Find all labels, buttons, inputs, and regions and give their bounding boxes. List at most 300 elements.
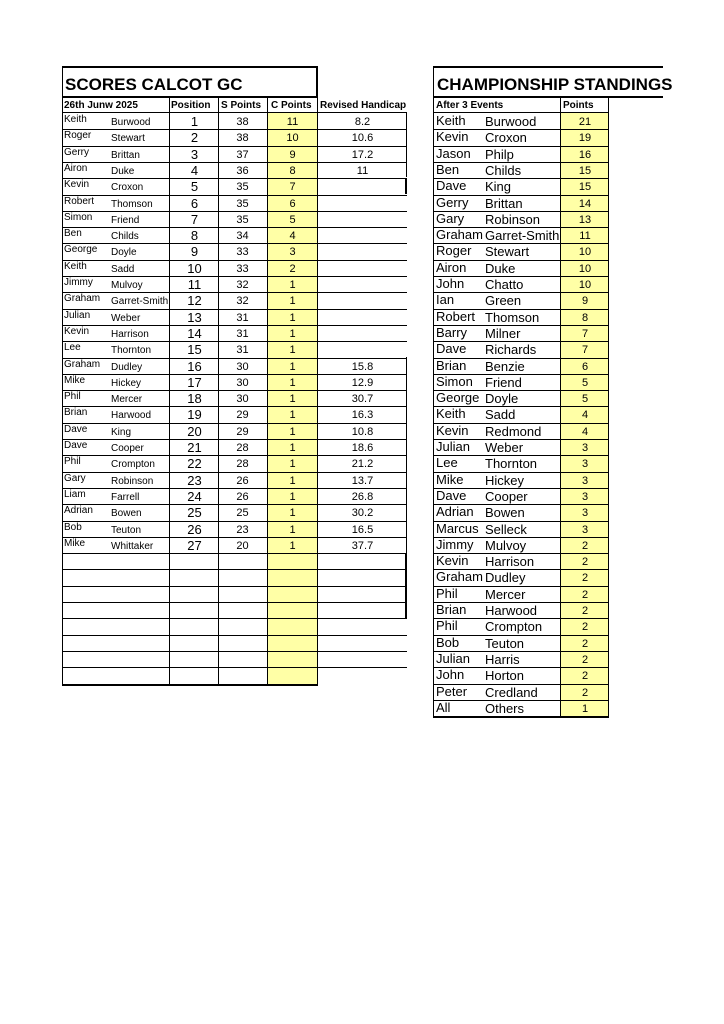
c-points-header: C Points — [271, 100, 312, 111]
position: 18 — [187, 391, 202, 407]
col-line-right-mid — [405, 178, 407, 194]
standing-row — [433, 358, 609, 374]
c-points: 9 — [289, 148, 296, 161]
standing-first-name: Phil — [436, 618, 458, 634]
standing-first-name: Peter — [436, 683, 468, 699]
position-header: Position — [171, 100, 211, 111]
s-points: 33 — [236, 262, 249, 275]
standing-points: 7 — [581, 327, 589, 340]
first-name: Kevin — [64, 179, 90, 191]
table-row — [62, 586, 407, 602]
last-name: Mulvoy — [111, 280, 143, 291]
standing-row — [433, 700, 609, 716]
c-points: 8 — [289, 164, 296, 177]
standing-points: 10 — [578, 246, 592, 259]
table-row — [62, 243, 407, 259]
standing-points: 2 — [581, 637, 589, 650]
standing-points: 16 — [578, 148, 592, 161]
standing-row — [433, 341, 609, 357]
standing-row — [433, 276, 609, 292]
standings-top-border — [433, 66, 663, 68]
revised-handicap: 10.8 — [351, 425, 374, 438]
standings-left-border — [433, 66, 434, 718]
standing-last-name: Philp — [485, 146, 514, 162]
standing-points: 6 — [581, 360, 589, 373]
standing-row — [433, 439, 609, 455]
first-name: Adrian — [64, 505, 93, 517]
s-points: 38 — [236, 132, 249, 145]
col-line-s-points — [218, 98, 219, 686]
position: 24 — [187, 488, 202, 504]
position: 25 — [187, 505, 202, 521]
s-points: 29 — [236, 409, 249, 422]
s-points: 31 — [236, 327, 249, 340]
position: 15 — [187, 342, 202, 358]
last-name: Thornton — [111, 345, 152, 357]
revised-handicap: 10.6 — [351, 132, 374, 145]
table-row — [62, 292, 407, 308]
standing-points: 3 — [581, 458, 589, 471]
revised-handicap: 26.8 — [351, 490, 374, 503]
standing-row — [433, 586, 609, 602]
standing-first-name: Jimmy — [436, 536, 474, 552]
table-row — [62, 374, 407, 390]
position: 21 — [187, 440, 202, 455]
last-name: Harwood — [111, 410, 152, 422]
standing-first-name: John — [436, 667, 465, 683]
standing-first-name: Dave — [436, 178, 467, 194]
c-points: 1 — [289, 490, 296, 503]
last-name: Crompton — [111, 459, 155, 471]
standing-first-name: Roger — [436, 243, 472, 259]
first-name: Kevin — [64, 325, 90, 337]
table-row — [62, 309, 407, 325]
last-name: Weber — [111, 312, 141, 324]
last-name: Thomson — [111, 198, 153, 210]
first-name: Gerry — [64, 146, 89, 158]
standing-last-name: Burwood — [485, 114, 537, 129]
s-points: 33 — [236, 246, 249, 259]
standing-last-name: Selleck — [485, 521, 527, 537]
table-row — [62, 146, 407, 162]
position: 4 — [190, 162, 199, 178]
standing-points: 3 — [581, 523, 589, 536]
table-row — [62, 276, 407, 292]
standing-first-name: Robert — [436, 308, 476, 324]
position: 27 — [187, 537, 202, 553]
standing-first-name: Barry — [436, 324, 468, 340]
standing-points: 2 — [581, 653, 589, 666]
standing-first-name: Dave — [436, 487, 467, 503]
standing-first-name: Kevin — [436, 422, 469, 438]
standing-row — [433, 390, 609, 406]
standing-points: 3 — [581, 490, 589, 503]
last-name: Hickey — [111, 377, 142, 389]
standing-points: 5 — [581, 376, 589, 389]
c-points: 3 — [289, 246, 296, 259]
first-name: Bob — [64, 521, 82, 533]
standing-row — [433, 667, 609, 683]
last-name: Farrell — [111, 491, 140, 503]
scores-title: SCORES CALCOT GC — [65, 75, 243, 94]
position: 23 — [187, 472, 202, 488]
standing-row — [433, 146, 609, 162]
standing-last-name: Green — [485, 293, 522, 309]
table-row — [62, 390, 407, 406]
standing-first-name: Adrian — [436, 504, 474, 520]
standing-points: 14 — [578, 197, 592, 210]
scores-header-bottom-border — [62, 112, 407, 113]
position: 14 — [187, 325, 202, 341]
c-points: 1 — [289, 376, 296, 389]
standing-last-name: Crompton — [485, 619, 543, 635]
standing-last-name: Robinson — [485, 211, 540, 227]
standing-first-name: Graham — [436, 227, 483, 243]
standing-row — [433, 472, 609, 488]
s-points: 25 — [236, 507, 249, 520]
c-points: 4 — [289, 230, 296, 243]
s-points: 28 — [236, 458, 249, 471]
s-points: 37 — [236, 148, 249, 161]
table-row — [62, 260, 407, 276]
table-row — [62, 341, 407, 357]
standing-last-name: Croxon — [485, 130, 527, 146]
s-points: 30 — [236, 376, 249, 389]
standing-points: 1 — [581, 702, 589, 715]
s-points: 32 — [236, 279, 249, 291]
last-name: Childs — [111, 231, 139, 243]
c-points: 5 — [289, 213, 296, 226]
first-name: Brian — [64, 407, 88, 419]
standing-last-name: Horton — [485, 668, 525, 684]
standing-last-name: Others — [485, 700, 525, 716]
s-points: 31 — [236, 311, 249, 324]
standings-header-bottom-border — [433, 112, 609, 113]
table-row — [62, 488, 407, 504]
last-name: Teuton — [111, 524, 142, 536]
first-name: Mike — [64, 537, 86, 549]
table-row — [62, 211, 407, 227]
c-points: 1 — [289, 327, 296, 340]
c-points: 1 — [289, 458, 296, 471]
standing-first-name: Julian — [436, 439, 470, 454]
standing-last-name: Weber — [485, 440, 524, 455]
c-points: 1 — [289, 507, 296, 520]
position: 26 — [187, 521, 202, 537]
last-name: Bowen — [111, 508, 142, 520]
col-line-right-bottom — [405, 553, 407, 619]
standing-last-name: Credland — [485, 684, 538, 700]
standing-last-name: Childs — [485, 162, 522, 178]
col-line-points-right — [608, 98, 609, 718]
standing-points: 21 — [578, 116, 592, 128]
standing-row — [433, 651, 609, 667]
revised-handicap-header: Revised Handicap — [320, 100, 407, 111]
standing-last-name: Thornton — [485, 456, 538, 472]
date-header: 26th Junw 2025 — [64, 100, 138, 111]
last-name: Doyle — [111, 247, 137, 259]
revised-handicap: 30.2 — [351, 507, 374, 520]
table-row — [62, 406, 407, 422]
c-points: 1 — [289, 539, 296, 552]
standing-points: 2 — [581, 539, 589, 552]
standing-first-name: Graham — [436, 569, 483, 585]
standing-first-name: George — [436, 390, 480, 406]
standing-first-name: Gary — [436, 210, 465, 226]
standing-row — [433, 602, 609, 618]
standing-row — [433, 684, 609, 700]
standing-last-name: Brittan — [485, 195, 523, 211]
standings-bottom-border — [433, 717, 609, 718]
s-points: 26 — [236, 474, 249, 487]
table-row — [62, 504, 407, 520]
revised-handicap: 11 — [356, 164, 369, 177]
first-name: Gary — [64, 472, 86, 484]
last-name: Croxon — [111, 182, 144, 194]
revised-handicap: 21.2 — [351, 458, 374, 471]
table-row — [62, 537, 407, 553]
standing-first-name: Simon — [436, 373, 473, 389]
standing-last-name: Redmond — [485, 423, 542, 439]
s-points: 20 — [236, 539, 249, 552]
first-name: Roger — [64, 130, 92, 142]
last-name: Friend — [111, 214, 140, 226]
standing-last-name: Benzie — [485, 358, 525, 374]
standing-last-name: Milner — [485, 325, 521, 341]
standing-row — [433, 553, 609, 569]
standing-first-name: Brian — [436, 357, 467, 373]
standing-points: 2 — [581, 621, 589, 634]
scores-title-bottom-border — [62, 96, 317, 98]
s-points: 29 — [236, 425, 249, 438]
last-name: Harrison — [111, 328, 149, 340]
standing-first-name: Ian — [436, 292, 455, 308]
standing-last-name: Harrison — [485, 554, 535, 570]
standing-points: 19 — [578, 132, 592, 145]
standing-points: 3 — [581, 474, 589, 487]
col-line-revised-handicap — [317, 98, 318, 686]
standing-first-name: Lee — [436, 455, 458, 471]
standing-points: 4 — [581, 409, 589, 422]
standing-points: 13 — [578, 213, 592, 226]
table-row — [62, 521, 407, 537]
standing-points: 11 — [579, 230, 591, 243]
first-name: Graham — [64, 293, 101, 305]
col-line-position — [169, 98, 170, 686]
first-name: Phil — [64, 456, 81, 468]
standing-row — [433, 292, 609, 308]
table-row — [62, 569, 407, 585]
table-row — [62, 227, 407, 243]
col-line-right-upper — [406, 113, 407, 177]
last-name: Mercer — [111, 394, 143, 406]
standing-last-name: Richards — [485, 342, 537, 358]
last-name: Sadd — [111, 263, 135, 275]
standing-last-name: Dudley — [485, 570, 526, 586]
standing-points: 5 — [581, 393, 589, 406]
s-points: 35 — [236, 213, 249, 226]
standing-first-name: Ben — [436, 161, 460, 177]
standing-row — [433, 211, 609, 227]
first-name: Keith — [64, 260, 87, 272]
table-row — [62, 162, 407, 178]
c-points: 1 — [289, 393, 296, 406]
standing-first-name: Keith — [436, 113, 466, 128]
s-points: 38 — [236, 116, 249, 128]
c-points: 7 — [289, 181, 296, 194]
table-row — [62, 472, 407, 488]
standing-points: 8 — [581, 311, 589, 324]
table-row — [62, 455, 407, 471]
standings-title: CHAMPIONSHIP STANDINGS — [437, 75, 673, 94]
revised-handicap: 18.6 — [351, 442, 374, 454]
standing-first-name: John — [436, 276, 465, 291]
standing-points: 2 — [581, 670, 589, 683]
standing-row — [433, 635, 609, 651]
standing-points: 3 — [581, 507, 589, 520]
table-row — [62, 439, 407, 455]
position: 7 — [190, 211, 199, 227]
standing-first-name: Mike — [436, 471, 464, 487]
standing-row — [433, 569, 609, 585]
standing-row — [433, 162, 609, 178]
scores-bottom-border — [62, 685, 317, 686]
first-name: Mike — [64, 374, 86, 386]
last-name: Robinson — [111, 475, 154, 487]
c-points: 1 — [289, 409, 296, 422]
standing-points: 2 — [581, 686, 589, 699]
standing-first-name: Julian — [436, 650, 470, 666]
first-name: Phil — [64, 391, 81, 403]
c-points: 1 — [289, 425, 296, 438]
points-header: Points — [563, 100, 594, 111]
standing-row — [433, 406, 609, 422]
first-name: Dave — [64, 440, 88, 451]
revised-handicap: 30.7 — [351, 393, 374, 406]
first-name: Keith — [64, 114, 87, 125]
last-name: Duke — [111, 165, 135, 177]
standing-row — [433, 618, 609, 634]
c-points: 1 — [289, 442, 296, 454]
standing-row — [433, 537, 609, 553]
standing-row — [433, 129, 609, 145]
table-row — [62, 325, 407, 341]
standing-first-name: Kevin — [436, 553, 469, 569]
standing-first-name: Marcus — [436, 520, 479, 536]
position: 12 — [187, 293, 202, 309]
table-row — [62, 195, 407, 211]
position: 2 — [190, 130, 199, 146]
standing-last-name: Stewart — [485, 244, 530, 260]
standing-row — [433, 227, 609, 243]
first-name: Graham — [64, 358, 101, 370]
s-points: 30 — [236, 360, 249, 373]
standing-points: 2 — [581, 588, 589, 601]
standing-first-name: All — [436, 699, 451, 715]
table-row — [62, 553, 407, 569]
standing-last-name: King — [485, 179, 512, 195]
first-name: Airon — [64, 162, 88, 174]
c-points: 1 — [289, 295, 296, 308]
first-name: Lee — [64, 342, 81, 354]
col-line-right-lower — [406, 357, 407, 553]
after-events-header: After 3 Events — [436, 100, 504, 111]
standing-last-name: Chatto — [485, 277, 524, 292]
standing-first-name: Kevin — [436, 129, 469, 145]
position: 17 — [187, 374, 202, 390]
standing-last-name: Harris — [485, 651, 520, 667]
standing-row — [433, 260, 609, 276]
revised-handicap: 8.2 — [354, 116, 371, 128]
revised-handicap: 16.3 — [351, 409, 374, 422]
c-points: 11 — [286, 116, 299, 128]
c-points: 1 — [289, 344, 296, 357]
standing-points: 10 — [578, 279, 592, 291]
standing-row — [433, 325, 609, 341]
standing-row — [433, 178, 609, 194]
last-name: Stewart — [111, 133, 145, 145]
position: 1 — [190, 114, 199, 129]
standing-points: 10 — [578, 262, 592, 275]
standing-first-name: Airon — [436, 259, 467, 275]
c-points: 10 — [286, 132, 299, 145]
standing-last-name: Cooper — [485, 488, 528, 504]
first-name: Robert — [64, 195, 95, 207]
table-row — [62, 129, 407, 145]
table-row — [62, 667, 407, 683]
first-name: Simon — [64, 211, 93, 223]
s-points: 36 — [236, 164, 249, 177]
table-row — [62, 651, 407, 667]
s-points: 35 — [236, 181, 249, 194]
position: 9 — [190, 244, 199, 260]
c-points: 1 — [289, 360, 296, 373]
last-name: Dudley — [111, 361, 143, 373]
standing-row — [433, 113, 609, 129]
table-row — [62, 358, 407, 374]
position: 3 — [190, 146, 199, 162]
revised-handicap: 13.7 — [351, 474, 374, 487]
standing-last-name: Friend — [485, 374, 522, 390]
standing-last-name: Bowen — [485, 505, 525, 521]
last-name: Whittaker — [111, 540, 154, 552]
s-points: 34 — [236, 230, 249, 243]
standing-row — [433, 521, 609, 537]
standing-last-name: Harwood — [485, 603, 538, 618]
revised-handicap: 17.2 — [351, 148, 374, 161]
standing-points: 2 — [581, 572, 589, 585]
table-row — [62, 602, 407, 618]
standings-title-bottom-border — [433, 96, 663, 98]
position: 11 — [187, 277, 202, 292]
position: 19 — [187, 407, 202, 423]
standing-points: 9 — [581, 295, 589, 308]
standing-points: 15 — [578, 181, 592, 194]
revised-handicap: 37.7 — [351, 539, 374, 552]
table-row — [62, 618, 407, 634]
standing-last-name: Sadd — [485, 407, 516, 423]
standing-row — [433, 243, 609, 259]
s-points-header: S Points — [221, 100, 262, 111]
standing-points: 2 — [581, 605, 589, 617]
standing-points: 2 — [581, 556, 589, 569]
first-name: Liam — [64, 488, 86, 500]
last-name: Garret-Smith — [111, 296, 169, 308]
standing-row — [433, 455, 609, 471]
first-name: Julian — [64, 309, 91, 321]
standing-first-name: Brian — [436, 602, 467, 617]
position: 20 — [187, 423, 202, 439]
